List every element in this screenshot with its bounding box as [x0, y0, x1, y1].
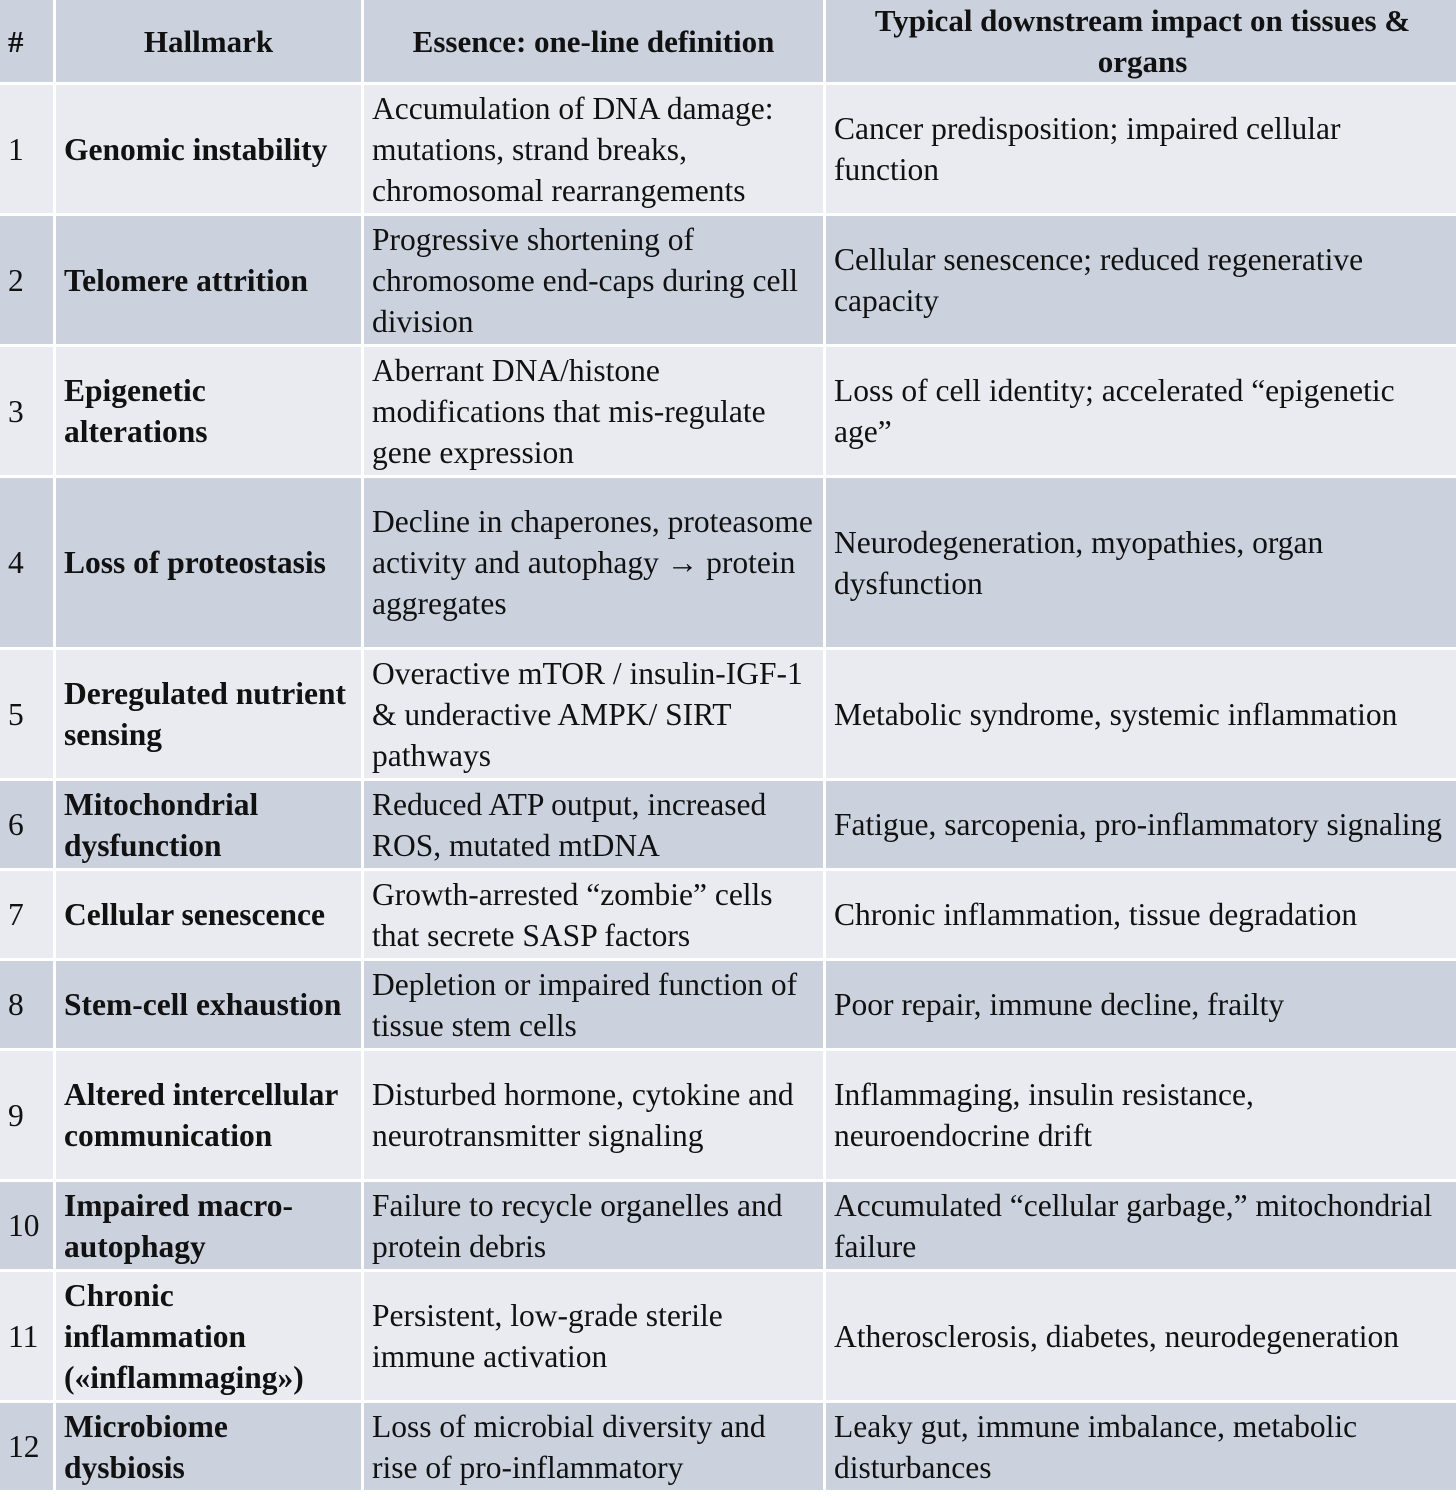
row-essence: Aberrant DNA/histone modifications that mis-regulate gene expression	[364, 347, 823, 475]
row-hallmark: Cellular senescence	[56, 871, 361, 958]
row-number: 2	[0, 216, 53, 344]
row-impact: Metabolic syndrome, systemic inflammation	[826, 650, 1456, 778]
row-hallmark: Deregulated nutrient sensing	[56, 650, 361, 778]
header-impact: Typical downstream impact on tissues & organs	[826, 0, 1456, 82]
table-row	[0, 871, 1456, 958]
row-essence: Overactive mTOR / insulin-IGF-1 & underactive AMPK/ SIRT pathways	[364, 650, 823, 778]
row-hallmark: Impaired macro-autophagy	[56, 1182, 361, 1269]
row-impact: Inflammaging, insulin resistance, neuroendocrine drift	[826, 1051, 1456, 1179]
header-essence: Essence: one-line definition	[364, 0, 823, 82]
row-essence: Decline in chaperones, proteasome activity and autophagy → protein aggregates	[364, 478, 823, 647]
row-number: 7	[0, 871, 53, 958]
row-hallmark: Genomic instability	[56, 85, 361, 213]
row-impact: Leaky gut, immune imbalance, metabolic disturbances	[826, 1403, 1456, 1490]
header-number: #	[0, 0, 53, 82]
table-row	[0, 650, 1456, 778]
row-impact: Poor repair, immune decline, frailty	[826, 961, 1456, 1048]
table-row	[0, 1182, 1456, 1269]
table-row	[0, 961, 1456, 1048]
row-impact: Atherosclerosis, diabetes, neurodegeneration	[826, 1272, 1456, 1400]
table-row	[0, 1272, 1456, 1400]
row-impact: Cellular senescence; reduced regenerative capacity	[826, 216, 1456, 344]
table-row	[0, 85, 1456, 213]
row-number: 10	[0, 1182, 53, 1269]
row-number: 4	[0, 478, 53, 647]
row-number: 5	[0, 650, 53, 778]
row-hallmark: Stem-cell exhaustion	[56, 961, 361, 1048]
row-hallmark: Mitochondrial dysfunction	[56, 781, 361, 868]
row-hallmark: Loss of proteostasis	[56, 478, 361, 647]
row-hallmark: Altered intercellular communication	[56, 1051, 361, 1179]
row-essence: Reduced ATP output, increased ROS, mutated mtDNA	[364, 781, 823, 868]
table-row	[0, 781, 1456, 868]
row-essence: Depletion or impaired function of tissue stem cells	[364, 961, 823, 1048]
table-row	[0, 347, 1456, 475]
row-number: 9	[0, 1051, 53, 1179]
row-hallmark: Chronic inflammation («inflammaging»)	[56, 1272, 361, 1400]
row-essence: Progressive shortening of chromosome end-caps during cell division	[364, 216, 823, 344]
table-row	[0, 216, 1456, 344]
row-hallmark: Epigenetic alterations	[56, 347, 361, 475]
row-number: 12	[0, 1403, 53, 1490]
row-impact: Neurodegeneration, myopathies, organ dysfunction	[826, 478, 1456, 647]
header-row	[0, 0, 1456, 82]
row-impact: Fatigue, sarcopenia, pro-inflammatory signaling	[826, 781, 1456, 868]
row-number: 6	[0, 781, 53, 868]
row-hallmark: Telomere attrition	[56, 216, 361, 344]
header-hallmark: Hallmark	[56, 0, 361, 82]
row-essence: Persistent, low-grade sterile immune activation	[364, 1272, 823, 1400]
row-number: 1	[0, 85, 53, 213]
row-impact: Loss of cell identity; accelerated “epigenetic age”	[826, 347, 1456, 475]
row-number: 8	[0, 961, 53, 1048]
row-number: 3	[0, 347, 53, 475]
row-essence: Loss of microbial diversity and rise of pro-inflammatory	[364, 1403, 823, 1490]
row-essence: Accumulation of DNA damage: mutations, strand breaks, chromosomal rearrangements	[364, 85, 823, 213]
table-row	[0, 478, 1456, 647]
row-essence: Disturbed hormone, cytokine and neurotransmitter signaling	[364, 1051, 823, 1179]
row-essence: Failure to recycle organelles and protein debris	[364, 1182, 823, 1269]
row-impact: Chronic inflammation, tissue degradation	[826, 871, 1456, 958]
table-row	[0, 1051, 1456, 1179]
row-essence: Growth-arrested “zombie” cells that secrete SASP factors	[364, 871, 823, 958]
table-header	[0, 0, 1456, 82]
row-number: 11	[0, 1272, 53, 1400]
table-row	[0, 1403, 1456, 1490]
row-impact: Cancer predisposition; impaired cellular function	[826, 85, 1456, 213]
table-body	[0, 85, 1456, 1490]
row-impact: Accumulated “cellular garbage,” mitochondrial failure	[826, 1182, 1456, 1269]
row-hallmark: Microbiome dysbiosis	[56, 1403, 361, 1490]
